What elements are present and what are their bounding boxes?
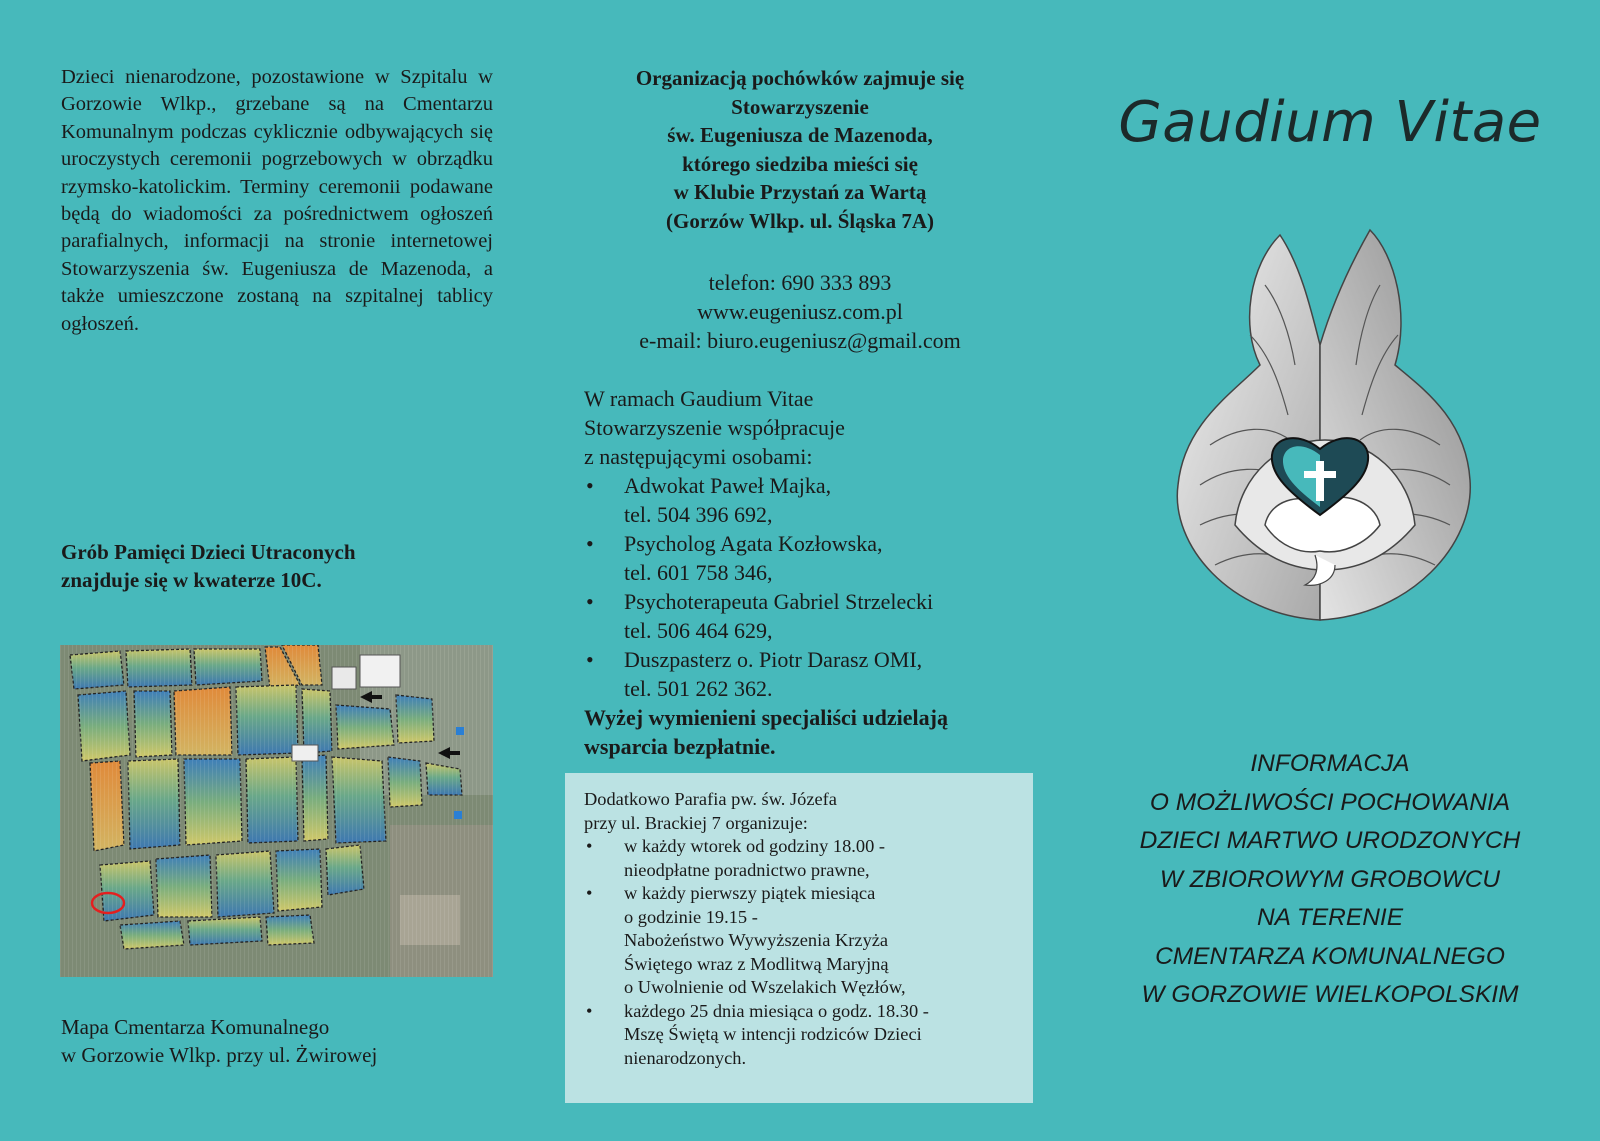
event-line: o Uwolnienie od Wszelakich Węzłów, bbox=[624, 977, 906, 997]
organization-info bbox=[560, 64, 1040, 236]
parish-info-box bbox=[565, 773, 1033, 1103]
parish-events-list bbox=[584, 835, 1019, 1070]
info-title-line: W ZBIOROWYM GROBOWCU bbox=[1159, 865, 1501, 893]
specialist-phone: tel. 504 396 692, bbox=[624, 502, 773, 527]
event-line: Nabożeństwo Wywyższenia Krzyża bbox=[624, 930, 889, 950]
website-link[interactable]: www.eugeniusz.com.pl bbox=[697, 299, 903, 324]
specialist-phone: tel. 601 758 346, bbox=[624, 560, 773, 585]
event-line: • w każdy pierwszy piątek miesiąca bbox=[624, 883, 876, 903]
list-item bbox=[584, 471, 1044, 529]
specialist-phone: tel. 501 262 362. bbox=[624, 676, 773, 701]
coop-intro-line: W ramach Gaudium Vitae bbox=[584, 386, 814, 411]
cemetery-map-image bbox=[60, 645, 493, 977]
email-address[interactable]: e-mail: biuro.eugeniusz@gmail.com bbox=[639, 328, 961, 353]
map-caption bbox=[61, 1013, 491, 1069]
specialists-list bbox=[584, 471, 1044, 703]
list-item bbox=[584, 882, 1019, 1000]
org-line: Stowarzyszenie bbox=[731, 94, 869, 119]
org-line: św. Eugeniusza de Mazenoda, bbox=[667, 123, 933, 148]
info-title-line: DZIECI MARTWO URODZONYCH bbox=[1139, 827, 1521, 854]
map-caption-line-1: Mapa Cmentarza Komunalnego bbox=[61, 1015, 330, 1039]
contact-info bbox=[560, 268, 1040, 355]
brand-title: Gaudium Vitae bbox=[1118, 90, 1542, 155]
specialist-phone: tel. 506 464 629, bbox=[624, 618, 773, 643]
grave-title-line-1: Grób Pamięci Dzieci Utraconych bbox=[61, 540, 356, 564]
event-line: nienarodzonych. bbox=[624, 1047, 747, 1068]
event-line: o godzinie 19.15 - bbox=[624, 906, 758, 927]
info-title-line: CMENTARZA KOMUNALNEGO bbox=[1155, 942, 1505, 970]
specialist-name: • Duszpasterz o. Piotr Darasz OMI, bbox=[624, 647, 923, 672]
list-item bbox=[584, 529, 1044, 587]
org-line: w Klubie Przystań za Wartą bbox=[673, 180, 927, 205]
list-item bbox=[584, 587, 1044, 645]
org-line: Organizacją pochówków zajmuje się bbox=[635, 66, 965, 90]
free-support-line: wsparcia bezpłatnie. bbox=[584, 734, 776, 759]
specialist-name: • Psycholog Agata Kozłowska, bbox=[624, 531, 883, 556]
parish-intro-line: Dodatkowo Parafia pw. św. Józefa bbox=[584, 789, 837, 809]
specialist-name: • Adwokat Paweł Majka, bbox=[624, 473, 832, 498]
list-item bbox=[584, 645, 1044, 703]
grave-title-line-2: znajduje się w kwaterze 10C. bbox=[61, 568, 322, 592]
phone-number: telefon: 690 333 893 bbox=[708, 270, 892, 295]
intro-paragraph: Dzieci nienarodzone, pozostawione w Szpitalu w Gorzowie Wlkp., grzebane są na Cmentarzu Komunalnym podczas cyklicznie odbywających się uroczystych ceremonii pogrzebowych w obrządku rzymsko-katolickim. Terminy ceremonii podawane będą do wiadomości za pośrednictwem ogłoszeń parafialnych, informacji na stronie internetowej Stowarzyszenia św. Eugeniusza de Mazenoda, a także umieszczone zostaną na szpitalnej tablicy ogłoszeń. bbox=[61, 66, 493, 335]
org-line: którego siedziba mieści się bbox=[682, 151, 918, 176]
list-item bbox=[584, 835, 1019, 882]
parish-intro-line: przy ul. Brackiej 7 organizuje: bbox=[584, 812, 808, 833]
list-item bbox=[584, 1000, 1019, 1071]
coop-intro-line: Stowarzyszenie współpracuje bbox=[584, 415, 845, 440]
specialist-name: • Psychoterapeuta Gabriel Strzelecki bbox=[624, 589, 934, 614]
angel-wings-logo-icon bbox=[1170, 225, 1480, 630]
info-title-line: NA TERENIE bbox=[1256, 904, 1404, 931]
event-line: • każdego 25 dnia miesiąca o godz. 18.30 - bbox=[624, 1000, 929, 1021]
event-line: nieodpłatne poradnictwo prawne, bbox=[624, 859, 870, 880]
event-line: Świętego wraz z Modlitwą Maryjną bbox=[624, 953, 889, 974]
org-line: (Gorzów Wlkp. ul. Śląska 7A) bbox=[666, 208, 934, 233]
coop-intro-line: z następującymi osobami: bbox=[584, 444, 813, 469]
info-title-line: O MOŻLIWOŚCI POCHOWANIA bbox=[1149, 788, 1511, 816]
free-support-line: Wyżej wymienieni specjaliści udzielają bbox=[584, 705, 948, 730]
map-caption-line-2: w Gorzowie Wlkp. przy ul. Żwirowej bbox=[61, 1043, 378, 1067]
info-title bbox=[1100, 745, 1560, 1015]
cooperation-section bbox=[584, 384, 1044, 761]
info-title-line: W GORZOWIE WIELKOPOLSKIM bbox=[1141, 981, 1519, 1008]
event-line: Mszę Świętą w intencji rodziców Dzieci bbox=[624, 1024, 922, 1044]
grave-location-heading bbox=[61, 538, 491, 594]
event-line: • w każdy wtorek od godziny 18.00 - bbox=[624, 836, 885, 856]
info-title-line: INFORMACJA bbox=[1250, 750, 1410, 777]
